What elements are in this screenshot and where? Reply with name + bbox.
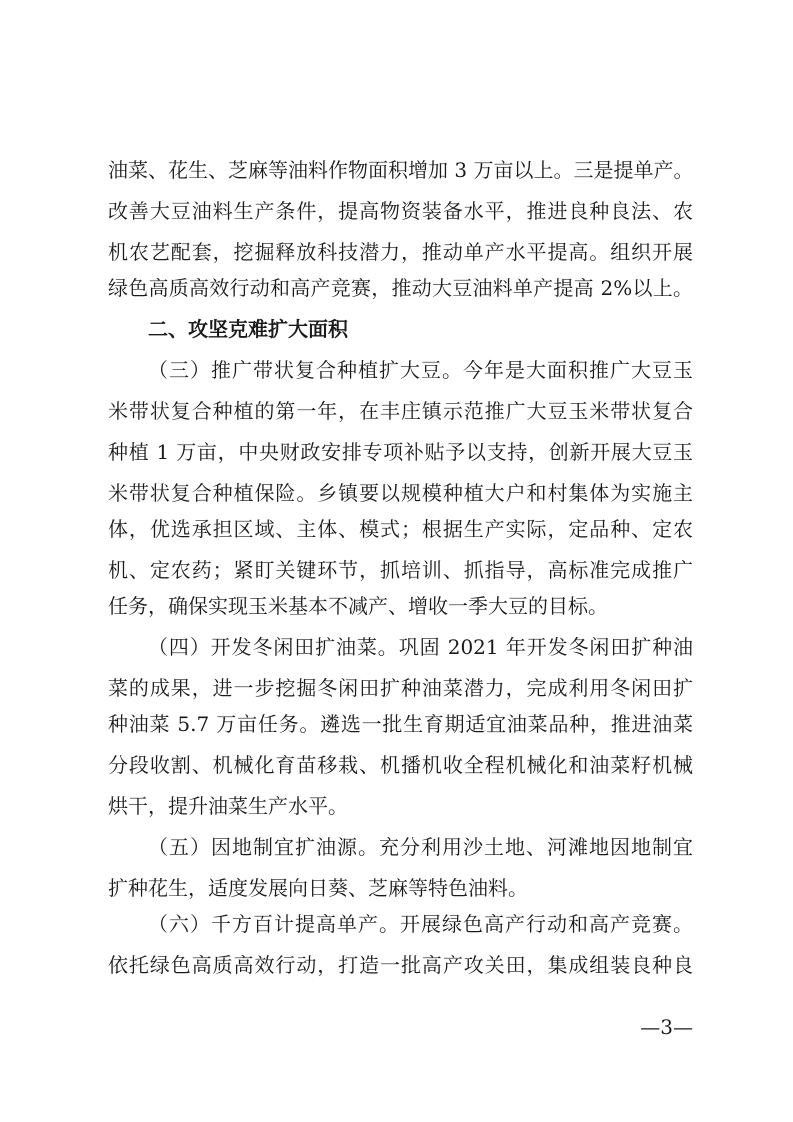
paragraph-first-line — [148, 352, 693, 388]
body-line: 体，优选承担区域、主体、模式；根据生产实际，定品种、定农 — [108, 517, 693, 541]
paragraph-first-line — [148, 829, 693, 865]
body-line: 改善大豆油料生产条件，提高物资装备水平，推进良种良法、农 — [108, 199, 693, 223]
paragraph-first-line — [148, 906, 693, 942]
paragraph-text: 开展绿色高产行动和高产竞赛。 — [400, 912, 693, 936]
body-line: 机农艺配套，挖掘释放科技潜力，推动单产水平提高。组织开展 — [108, 240, 693, 264]
body-line: 分段收割、机械化育苗移栽、机播机收全程机械化和油菜籽机械 — [108, 753, 693, 777]
body-line: 扩种花生，适度发展向日葵、芝麻等特色油料。 — [108, 876, 528, 900]
paragraph-lead: （六）千方百计提高单产。 — [148, 912, 400, 936]
body-line: 依托绿色高质高效行动，打造一批高产攻关田，集成组装良种良 — [108, 953, 693, 977]
paragraph-lead: （三）推广带状复合种植扩大豆。 — [148, 358, 463, 382]
paragraph-lead: （五）因地制宜扩油源。 — [148, 835, 379, 859]
body-line: 烘干，提升油菜生产水平。 — [108, 794, 348, 818]
paragraph-text: 巩固 2021 年开发冬闲田扩种油 — [398, 635, 693, 659]
paragraph-text: 充分利用沙土地、河滩地因地制宜 — [379, 835, 693, 859]
body-line: 米带状复合种植的第一年，在丰庄镇示范推广大豆玉米带状复合 — [108, 399, 693, 423]
body-line: 米带状复合种植保险。乡镇要以规模种植大户和村集体为实施主 — [108, 481, 693, 505]
page-number: —3— — [640, 1015, 693, 1039]
body-line: 绿色高质高效行动和高产竞赛，推动大豆油料单产提高 2%以上。 — [108, 276, 693, 300]
body-line: 种植 1 万亩，中央财政安排专项补贴予以支持，创新开展大豆玉 — [108, 440, 693, 464]
body-line: 任务，确保实现玉米基本不减产、增收一季大豆的目标。 — [108, 594, 608, 618]
body-line: 油菜、花生、芝麻等油料作物面积增加 3 万亩以上。三是提单产。 — [108, 158, 694, 182]
body-line: 种油菜 5.7 万亩任务。遴选一批生育期适宜油菜品种，推进油菜 — [108, 712, 693, 736]
paragraph-text: 今年是大面积推广大豆玉 — [463, 358, 693, 382]
body-line: 菜的成果，进一步挖掘冬闲田扩种油菜潜力，完成利用冬闲田扩 — [108, 676, 693, 700]
paragraph-first-line — [148, 629, 693, 665]
paragraph-lead: （四）开发冬闲田扩油菜。 — [148, 635, 399, 659]
body-line: 机、定农药；紧盯关键环节，抓培训、抓指导，高标准完成推广 — [108, 558, 693, 582]
section-heading: 二、攻坚克难扩大面积 — [148, 317, 348, 341]
